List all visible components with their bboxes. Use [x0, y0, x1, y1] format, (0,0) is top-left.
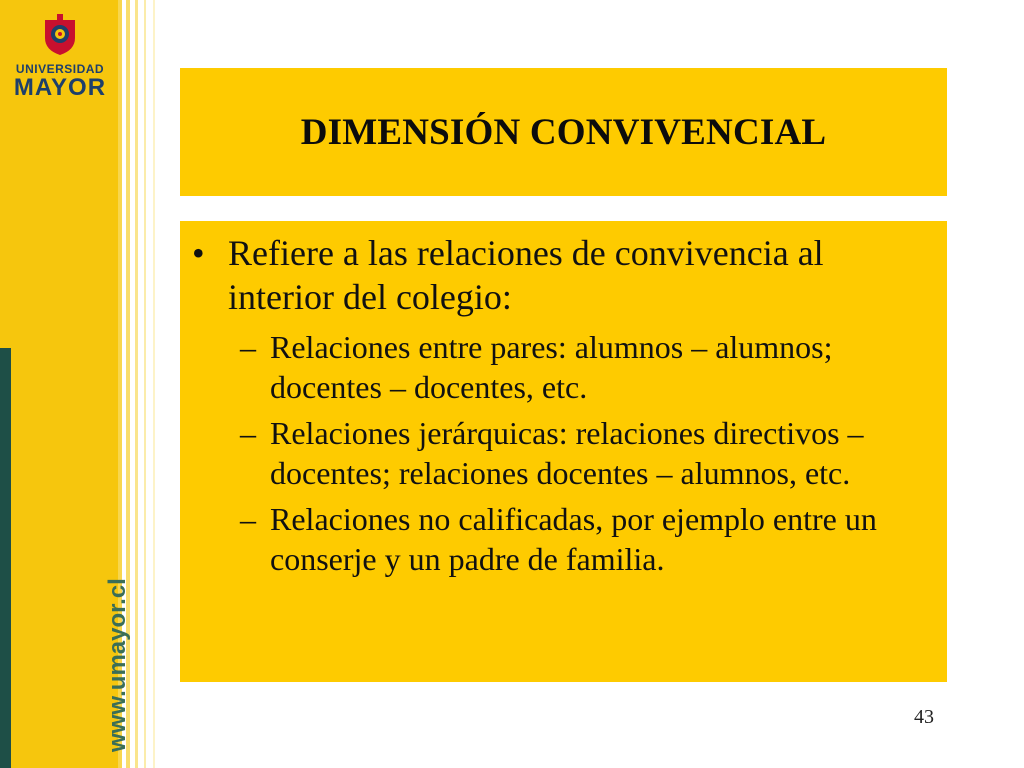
sub-bullet-item	[240, 327, 917, 407]
sub-bullet-item	[240, 413, 917, 493]
sidebar-accent-bar	[0, 348, 11, 768]
sub-bullet-list	[192, 327, 917, 579]
content-box	[180, 221, 947, 682]
slide-title: DIMENSIÓN CONVIVENCIAL	[300, 111, 827, 153]
bullet-list	[192, 231, 917, 579]
logo-text-universidad: UNIVERSIDAD	[15, 62, 105, 76]
logo-text-mayor: MAYOR	[13, 74, 107, 101]
dash-mark: –	[240, 415, 256, 451]
sub-bullet-item	[240, 499, 917, 579]
university-logo	[12, 14, 108, 100]
dash-mark: –	[240, 329, 256, 365]
sub-bullet-text: Relaciones jerárquicas: relaciones directivos – docentes; relaciones docentes – alumnos, etc.	[270, 415, 864, 491]
bullet-text: Refiere a las relaciones de convivencia al interior del colegio:	[228, 233, 824, 317]
bullet-mark: •	[192, 233, 205, 273]
dash-mark: –	[240, 501, 256, 537]
sub-bullet-text: Relaciones entre pares: alumnos – alumnos; docentes – docentes, etc.	[270, 329, 833, 405]
bullet-item	[192, 231, 917, 579]
crest-icon	[43, 14, 77, 56]
sidebar-band	[0, 0, 118, 768]
page-number: 43	[914, 706, 934, 728]
title-box	[180, 68, 947, 196]
website-url: www.umayor.cl	[104, 578, 131, 752]
sub-bullet-text: Relaciones no calificadas, por ejemplo entre un conserje y un padre de familia.	[270, 501, 877, 577]
